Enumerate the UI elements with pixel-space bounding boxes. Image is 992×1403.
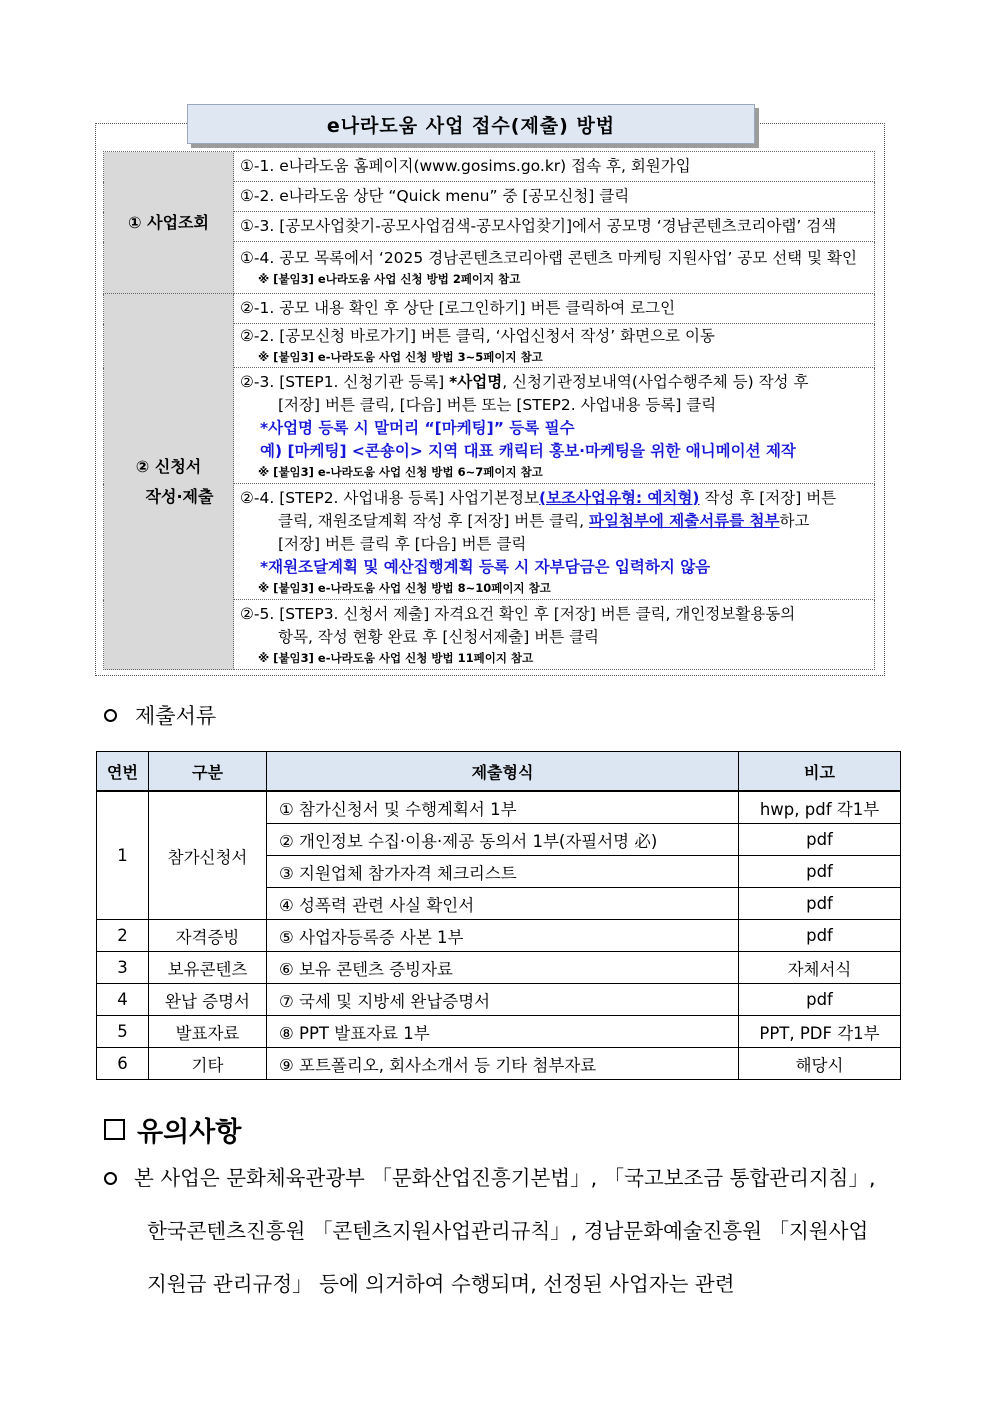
step-1-2: ①-2. e나라도움 상단 “Quick menu” 중 [공모신청] 클릭 [234, 182, 875, 212]
documents-heading-text: 제출서류 [135, 704, 217, 728]
circle-bullet-icon [104, 709, 117, 722]
notice-line-1 [104, 1152, 899, 1205]
row-category: 자격증빙 [149, 920, 267, 952]
circle-bullet-icon [104, 1172, 117, 1185]
header-category: 구분 [149, 752, 267, 792]
row-form: ④ 성폭력 관련 사실 확인서 [267, 888, 739, 920]
step-2-4-line2c: 하고 [779, 511, 810, 530]
step-2-4-line2b: 파일첨부에 제출서류를 첨부 [588, 511, 780, 530]
step-2-4-b: (보조사업유형: 예치형) [539, 488, 700, 507]
step-2-4-a: ②-4. [STEP2. 사업내용 등록] 사업기본정보 [240, 488, 539, 507]
row-form: ② 개인정보 수집·이용·제공 동의서 1부(자필서명 必) [267, 824, 739, 856]
header-no: 연번 [97, 752, 149, 792]
step-2-3-c: , 신청기관정보내역(사업수행주체 등) 작성 후 [502, 372, 809, 391]
category-submit [104, 294, 234, 670]
row-no: 3 [97, 952, 149, 984]
row-no: 1 [97, 791, 149, 920]
row-note: pdf [739, 888, 901, 920]
row-category: 기타 [149, 1048, 267, 1080]
box-title: e나라도움 사업 접수(제출) 방법 [187, 104, 755, 144]
row-note: pdf [739, 984, 901, 1016]
row-note: pdf [739, 856, 901, 888]
step-1-4-text: ①-4. 공모 목록에서 ‘2025 경남콘텐츠코리아랩 콘텐츠 마케팅 지원사업’ 공모 선택 및 확인 [240, 249, 857, 267]
step-2-2-text: ②-2. [공모신청 바로가기] 버튼 클릭, ‘사업신청서 작성’ 화면으로 이동 [240, 327, 715, 345]
step-2-4-line2a: 클릭, 재원조달계획 작성 후 [저장] 버튼 클릭, [278, 511, 589, 530]
step-2-3-a: ②-3. [STEP1. 신청기관 등록] [240, 372, 450, 391]
row-form: ① 참가신청서 및 수행계획서 1부 [267, 791, 739, 824]
step-2-4-note: ※ [붙임3] e-나라도움 사업 신청 방법 8~10페이지 참고 [258, 580, 551, 595]
row-note: 해당시 [739, 1048, 901, 1080]
step-2-4 [234, 484, 875, 600]
header-note: 비고 [739, 752, 901, 792]
row-category: 참가신청서 [149, 791, 267, 920]
notice-heading-text: 유의사항 [137, 1117, 242, 1148]
table-row [97, 984, 901, 1016]
row-note: 자체서식 [739, 952, 901, 984]
table-row [97, 791, 901, 824]
table-row [97, 1048, 901, 1080]
step-2-3-b: *사업명 [449, 372, 503, 391]
step-1-4-note: ※ [붙임3] e나라도움 사업 신청 방법 2페이지 참고 [258, 272, 521, 286]
step-2-3-note: ※ [붙임3] e-나라도움 사업 신청 방법 6~7페이지 참고 [258, 464, 543, 479]
step-2-5 [234, 600, 875, 670]
row-form: ⑦ 국세 및 지방세 완납증명서 [267, 984, 739, 1016]
step-2-3-line2: [저장] 버튼 클릭, [다음] 버튼 또는 [STEP2. 사업내용 등록] 클릭 [278, 395, 717, 414]
row-no: 4 [97, 984, 149, 1016]
step-1-4 [234, 242, 875, 294]
row-no: 6 [97, 1048, 149, 1080]
application-steps-table [103, 151, 875, 670]
notice-line-1-text: 본 사업은 문화체육관광부 「문화산업진흥기본법」, 「국고보조금 통합관리지침」, [134, 1166, 876, 1190]
row-category: 보유콘텐츠 [149, 952, 267, 984]
table-header-row [97, 752, 901, 792]
table-row [97, 952, 901, 984]
row-no: 2 [97, 920, 149, 952]
table-row [97, 920, 901, 952]
row-note: PPT, PDF 각1부 [739, 1016, 901, 1048]
step-2-4-line2 [240, 510, 868, 533]
row-note: hwp, pdf 각1부 [739, 791, 901, 824]
step-2-5-line1: ②-5. [STEP3. 신청서 제출] 자격요건 확인 후 [저장] 버튼 클릭, 개인정보활용동의 [240, 604, 796, 623]
step-2-5-line2: 항목, 작성 현황 완료 후 [신청서제출] 버튼 클릭 [278, 627, 600, 646]
step-2-4-line3: [저장] 버튼 클릭 후 [다음] 버튼 클릭 [278, 534, 527, 553]
step-2-2 [234, 324, 875, 368]
step-2-3-blue1: *사업명 등록 시 말머리 “[마케팅]” 등록 필수 [260, 418, 575, 437]
step-2-5-note: ※ [붙임3] e-나라도움 사업 신청 방법 11페이지 참고 [258, 650, 534, 665]
row-category: 완납 증명서 [149, 984, 267, 1016]
row-form: ⑤ 사업자등록증 사본 1부 [267, 920, 739, 952]
step-2-3 [234, 368, 875, 484]
square-bullet-icon [104, 1119, 125, 1140]
row-note: pdf [739, 824, 901, 856]
step-2-2-note: ※ [붙임3] e-나라도움 사업 신청 방법 3~5페이지 참고 [258, 350, 543, 364]
step-2-1: ②-1. 공모 내용 확인 후 상단 [로그인하기] 버튼 클릭하여 로그인 [234, 294, 875, 324]
step-row [104, 152, 875, 182]
header-form: 제출형식 [267, 752, 739, 792]
category-submit-line2: 작성·제출 [145, 486, 214, 506]
row-note: pdf [739, 920, 901, 952]
row-form: ⑧ PPT 발표자료 1부 [267, 1016, 739, 1048]
step-row [104, 294, 875, 324]
documents-heading [104, 700, 216, 730]
row-category: 발표자료 [149, 1016, 267, 1048]
row-no: 5 [97, 1016, 149, 1048]
category-submit-line1: ② 신청서 [135, 456, 202, 476]
documents-table [96, 751, 901, 1080]
table-row [97, 1016, 901, 1048]
row-form: ③ 지원업체 참가자격 체크리스트 [267, 856, 739, 888]
notice-body [104, 1152, 899, 1311]
step-2-3-blue2: 예) [마케팅] <콘숑이> 지역 대표 캐릭터 홍보·마케팅을 위한 애니메이션 제작 [260, 441, 796, 460]
category-lookup: ① 사업조회 [104, 152, 234, 294]
notice-line-2: 한국콘텐츠진흥원 「콘텐츠지원사업관리규칙」, 경남문화예술진흥원 「지원사업 [147, 1219, 869, 1243]
row-form: ⑨ 포트폴리오, 회사소개서 등 기타 첨부자료 [267, 1048, 739, 1080]
step-2-4-c: 작성 후 [저장] 버튼 [699, 488, 837, 507]
step-1-3: ①-3. [공모사업찾기-공모사업검색-공모사업찾기]에서 공모명 ‘경남콘텐츠코리아랩’ 검색 [234, 212, 875, 242]
step-2-4-blue: *재원조달계획 및 예산집행계획 등록 시 자부담금은 입력하지 않음 [260, 557, 711, 576]
notice-line-3: 지원금 관리규정」 등에 의거하여 수행되며, 선정된 사업자는 관련 [147, 1272, 735, 1296]
row-form: ⑥ 보유 콘텐츠 증빙자료 [267, 952, 739, 984]
step-1-1: ①-1. e나라도움 홈페이지(www.gosims.go.kr) 접속 후, 회원가입 [234, 152, 875, 182]
notice-heading [104, 1110, 241, 1149]
